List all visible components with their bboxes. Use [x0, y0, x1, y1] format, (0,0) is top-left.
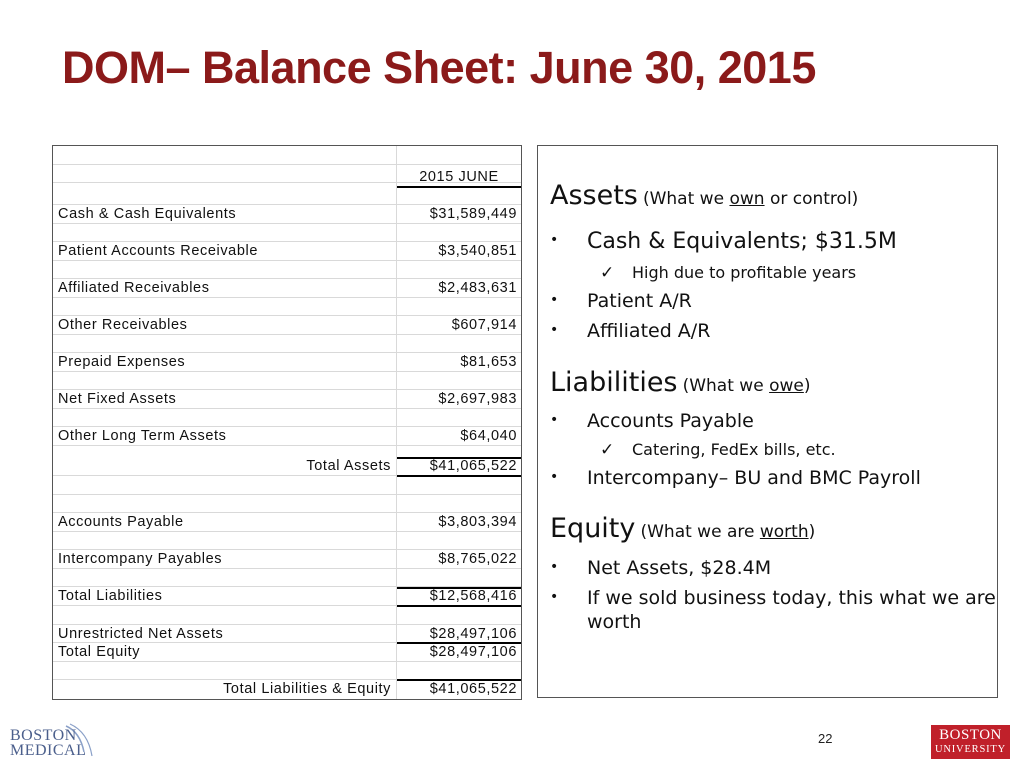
table-row — [53, 457, 521, 476]
table-row — [53, 224, 521, 243]
table-row — [53, 186, 521, 205]
table-row — [53, 205, 521, 224]
row-label: Affiliated Receivables — [58, 280, 210, 296]
row-label: Cash & Cash Equivalents — [58, 206, 237, 222]
notes-panel: Assets (What we own or control) • Cash & Equivalents; $31.5M ✓ High due to profitable years • Patient A/R • Affiliated A/R Liabilities (What we owe) • Accounts Payable ✓ Catering, FedEx bills, etc. • Intercompany– BU and BMC Payroll Equity (What we are worth) • Net Assets, $28.4M • If we sold business today, this what we are worth — [537, 145, 998, 698]
row-value: $31,589,449 — [429, 206, 517, 222]
row-value: $12,568,416 — [429, 588, 517, 604]
table-row — [53, 298, 521, 317]
page-title: DOM– Balance Sheet: June 30, 2015 — [62, 42, 816, 93]
equity-paren: (What we are worth) — [640, 522, 816, 542]
table-row — [53, 261, 521, 280]
table-row — [53, 643, 521, 662]
row-value: $607,914 — [451, 317, 517, 333]
row-label: Total Equity — [58, 644, 141, 660]
row-label: Other Receivables — [58, 317, 188, 333]
bullet-icon: • — [550, 292, 559, 308]
table-row — [53, 662, 521, 681]
table-row — [53, 316, 521, 335]
row-label: Total Liabilities — [58, 588, 163, 604]
row-value: $41,065,522 — [429, 458, 517, 474]
bullet-icon: • — [550, 469, 559, 485]
table-row — [53, 550, 521, 569]
row-label: Accounts Payable — [58, 514, 184, 530]
row-value: $64,040 — [460, 428, 517, 444]
bullet-icon: • — [550, 589, 559, 605]
row-value: $2,483,631 — [438, 280, 517, 296]
row-value: $81,653 — [460, 354, 517, 370]
row-value: $2,697,983 — [438, 391, 517, 407]
liabilities-paren: (What we owe) — [682, 376, 811, 396]
row-value: $8,765,022 — [438, 551, 517, 567]
row-value: $3,803,394 — [438, 514, 517, 530]
table-row — [53, 495, 521, 514]
balance-sheet-table — [52, 145, 522, 700]
row-value: $28,497,106 — [429, 644, 517, 660]
table-row — [53, 242, 521, 261]
row-value: $3,540,851 — [438, 243, 517, 259]
table-row — [53, 625, 521, 644]
table-row — [53, 335, 521, 354]
bullet-icon: • — [550, 412, 559, 428]
boston-university-logo: BOSTON UNIVERSITY — [931, 725, 1010, 759]
checkmark-icon: ✓ — [600, 440, 615, 460]
table-row — [53, 587, 521, 606]
section-heading-equity: Equity (What we are worth) — [550, 513, 816, 544]
logo-text: BOSTON MEDICAL — [10, 727, 87, 759]
boston-medical-logo — [8, 722, 98, 762]
assets-paren: (What we own or control) — [642, 189, 859, 209]
row-label: Prepaid Expenses — [58, 354, 186, 370]
table-row — [53, 513, 521, 532]
table-row — [53, 680, 521, 699]
section-heading-assets: Assets (What we own or control) — [550, 180, 859, 211]
table-row — [53, 606, 521, 625]
bullet-icon: • — [550, 232, 559, 248]
row-label: Intercompany Payables — [58, 551, 223, 567]
row-label: Total Liabilities & Equity — [223, 680, 391, 697]
table-row — [53, 476, 521, 495]
table-row — [53, 279, 521, 298]
row-label: Patient Accounts Receivable — [58, 243, 258, 259]
table-row — [53, 409, 521, 428]
bullet-icon: • — [550, 322, 559, 338]
column-header: 2015 JUNE — [419, 169, 499, 185]
table-row — [53, 569, 521, 588]
table-row — [53, 390, 521, 409]
row-label: Other Long Term Assets — [58, 428, 227, 444]
row-value: $41,065,522 — [429, 680, 517, 697]
page-number: 22 — [818, 731, 833, 746]
bullet-icon: • — [550, 559, 559, 575]
table-row — [53, 532, 521, 551]
table-row — [53, 427, 521, 446]
row-label: Net Fixed Assets — [58, 391, 177, 407]
row-value: $28,497,106 — [429, 625, 517, 642]
table-row — [53, 353, 521, 372]
table-row — [53, 372, 521, 391]
table-row — [53, 146, 521, 165]
section-heading-liabilities: Liabilities (What we owe) — [550, 367, 811, 398]
row-label: Unrestricted Net Assets — [58, 625, 224, 642]
row-label: Total Assets — [306, 458, 391, 474]
checkmark-icon: ✓ — [600, 263, 615, 283]
